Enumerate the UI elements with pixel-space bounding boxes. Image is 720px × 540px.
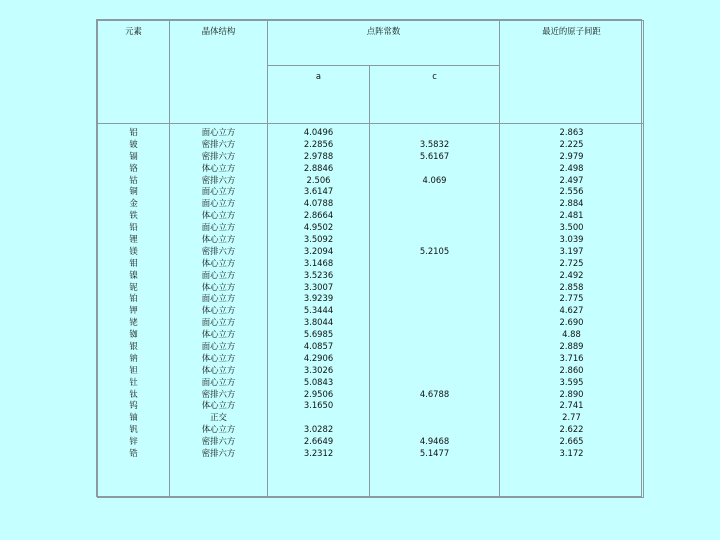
table-cell-structure: 体心立方 <box>201 352 236 363</box>
table-cell-c <box>370 412 499 424</box>
table-cell-c <box>370 400 499 412</box>
table-cell-a: 2.9788 <box>303 150 334 161</box>
table-cell-structure: 正交 <box>210 412 227 423</box>
table-cell-d: 2.665 <box>559 436 584 447</box>
table-cell-structure: 体心立方 <box>201 234 236 245</box>
table-cell-structure: 体心立方 <box>201 364 236 375</box>
table-cell-c: 5.1477 <box>419 448 450 459</box>
table-cell-structure: 面心立方 <box>201 127 236 137</box>
table-cell-element: 锌 <box>129 436 138 447</box>
table-cell-d: 4.88 <box>562 329 581 340</box>
table-cell-element: 铝 <box>129 127 138 137</box>
table-cell-c <box>370 222 499 234</box>
table-cell-element: 铜 <box>129 186 138 197</box>
table-cell-element: 钒 <box>129 424 138 435</box>
table-cell-structure: 密排六方 <box>201 448 236 459</box>
table-cell-element: 铁 <box>129 210 138 221</box>
table-cell-d: 2.77 <box>562 412 581 423</box>
table-cell-a: 4.0857 <box>303 341 334 352</box>
table-cell-c <box>370 282 499 294</box>
table-cell-c: 4.6788 <box>419 388 450 399</box>
table-cell-element: 铂 <box>129 293 138 304</box>
table-cell-d: 2.725 <box>559 257 584 268</box>
lattice-constant-table <box>97 20 644 498</box>
table-cell-a: 3.0282 <box>303 424 334 435</box>
table-cell-c <box>370 353 499 365</box>
table-cell-c <box>370 305 499 317</box>
table-cell-a: 3.3026 <box>303 364 334 375</box>
table-cell-element: 钛 <box>129 388 138 399</box>
table-cell-d: 2.497 <box>559 174 584 185</box>
table-cell-a: 4.0496 <box>303 127 334 137</box>
table-cell-d: 2.860 <box>559 364 584 375</box>
table-cell-d: 2.225 <box>559 138 584 149</box>
table-cell-element: 铍 <box>129 138 138 149</box>
table-cell-c: 5.2105 <box>419 245 450 256</box>
column-c <box>370 124 500 498</box>
table-cell-a: 2.6649 <box>303 436 334 447</box>
table-cell-structure: 体心立方 <box>201 281 236 292</box>
header-lattice-constant: 点阵常数 <box>268 21 500 66</box>
table-cell-element: 钾 <box>129 305 138 316</box>
table-cell-structure: 面心立方 <box>201 198 236 209</box>
table-cell-d: 2.622 <box>559 424 584 435</box>
table-cell-a: 3.2312 <box>303 448 334 459</box>
table-cell-c <box>370 424 499 436</box>
table-cell-element: 铌 <box>129 281 138 292</box>
header-nearest-distance: 最近的原子间距 <box>500 21 644 124</box>
table-cell-d: 3.716 <box>559 352 584 363</box>
table-cell-c: 4.9468 <box>419 436 450 447</box>
table-cell-d: 2.556 <box>559 186 584 197</box>
table-cell-d: 2.889 <box>559 341 584 352</box>
table-cell-c <box>370 198 499 210</box>
table-cell-structure: 密排六方 <box>201 436 236 447</box>
table-cell-d: 2.884 <box>559 198 584 209</box>
table-cell-c <box>370 377 499 389</box>
table-cell-structure: 面心立方 <box>201 317 236 328</box>
table-cell-element: 钴 <box>129 174 138 185</box>
table-cell-structure: 面心立方 <box>201 341 236 352</box>
table-cell-element: 金 <box>129 198 138 209</box>
table-cell-c: 4.069 <box>422 174 447 185</box>
table-cell-d: 3.500 <box>559 222 584 233</box>
table-cell-c <box>370 270 499 282</box>
table-cell-structure: 体心立方 <box>201 257 236 268</box>
table-cell-element: 钍 <box>129 376 138 387</box>
table-cell-c <box>370 258 499 270</box>
table-cell-structure: 密排六方 <box>201 174 236 185</box>
table-cell-d: 2.858 <box>559 281 584 292</box>
table-cell-a: 3.1650 <box>303 400 334 411</box>
table-cell-structure: 密排六方 <box>201 138 236 149</box>
table-cell-structure: 面心立方 <box>201 293 236 304</box>
table-cell-structure: 密排六方 <box>201 150 236 161</box>
table-cell-a: 3.8044 <box>303 317 334 328</box>
table-cell-c <box>370 163 499 175</box>
table-cell-d: 2.492 <box>559 269 584 280</box>
column-a <box>268 124 370 498</box>
table-cell-a: 2.8664 <box>303 210 334 221</box>
table-cell-d: 2.863 <box>559 127 584 137</box>
table-cell-c: 5.6167 <box>419 150 450 161</box>
table-cell-element: 钼 <box>129 257 138 268</box>
table-cell-element: 铀 <box>129 412 138 423</box>
table-cell-d: 2.775 <box>559 293 584 304</box>
header-a: a <box>268 66 370 124</box>
table-cell-structure: 体心立方 <box>201 210 236 221</box>
table-cell-d: 3.595 <box>559 376 584 387</box>
table-cell-element: 铷 <box>129 329 138 340</box>
table-cell-structure: 密排六方 <box>201 245 236 256</box>
table-cell-a: 5.0843 <box>303 376 334 387</box>
table-cell-c <box>370 293 499 305</box>
header-c: c <box>370 66 500 124</box>
table-cell-structure: 体心立方 <box>201 305 236 316</box>
table-cell-element: 钨 <box>129 400 138 411</box>
table-cell-d: 2.481 <box>559 210 584 221</box>
table-cell-a: 4.0788 <box>303 198 334 209</box>
table-cell-element: 铬 <box>129 162 138 173</box>
table-cell-a: 3.6147 <box>303 186 334 197</box>
table-cell-structure: 面心立方 <box>201 269 236 280</box>
table-cell-a: 3.5092 <box>303 234 334 245</box>
table-cell-element: 铑 <box>129 317 138 328</box>
header-element: 元素 <box>98 21 170 124</box>
table-cell-c <box>370 210 499 222</box>
table-cell-structure: 面心立方 <box>201 222 236 233</box>
table-cell-a: 3.9239 <box>303 293 334 304</box>
table-cell-a: 2.8846 <box>303 162 334 173</box>
table-cell-element: 铅 <box>129 222 138 233</box>
table-cell-d: 3.197 <box>559 245 584 256</box>
table-cell-structure: 面心立方 <box>201 376 236 387</box>
table-cell-d: 3.039 <box>559 234 584 245</box>
table-cell-a: 5.6985 <box>303 329 334 340</box>
table-cell-c <box>370 127 499 139</box>
column-nearest-distance <box>500 124 644 498</box>
table-cell-structure: 体心立方 <box>201 400 236 411</box>
column-element <box>98 124 170 498</box>
table-cell-a: 2.9506 <box>303 388 334 399</box>
column-structure <box>170 124 268 498</box>
table-cell-d: 3.172 <box>559 448 584 459</box>
table-cell-a: 3.5236 <box>303 269 334 280</box>
table-cell-c <box>370 329 499 341</box>
table-cell-structure: 体心立方 <box>201 162 236 173</box>
table-cell-c <box>370 341 499 353</box>
table-cell-a <box>268 412 369 424</box>
table-cell-a: 5.3444 <box>303 305 334 316</box>
table-cell-d: 2.741 <box>559 400 584 411</box>
table-cell-a: 3.3007 <box>303 281 334 292</box>
table-cell-element: 锂 <box>129 234 138 245</box>
table-cell-a: 4.2906 <box>303 352 334 363</box>
table-cell-element: 锆 <box>129 448 138 459</box>
table-cell-element: 镉 <box>129 150 138 161</box>
header-crystal-structure: 晶体结构 <box>170 21 268 124</box>
table-cell-structure: 体心立方 <box>201 424 236 435</box>
table-cell-structure: 面心立方 <box>201 186 236 197</box>
table-cell-element: 钠 <box>129 352 138 363</box>
table-cell-c <box>370 317 499 329</box>
table-cell-d: 2.890 <box>559 388 584 399</box>
table-cell-structure: 密排六方 <box>201 388 236 399</box>
table-cell-d: 4.627 <box>559 305 584 316</box>
lattice-constant-table-panel <box>96 19 642 497</box>
table-cell-a: 2.506 <box>306 174 331 185</box>
table-cell-a: 2.2856 <box>303 138 334 149</box>
table-cell-d: 2.498 <box>559 162 584 173</box>
table-cell-c <box>370 234 499 246</box>
table-cell-a: 3.1468 <box>303 257 334 268</box>
table-cell-structure: 体心立方 <box>201 329 236 340</box>
table-cell-a: 4.9502 <box>303 222 334 233</box>
table-cell-d: 2.979 <box>559 150 584 161</box>
table-cell-c <box>370 365 499 377</box>
table-cell-element: 镁 <box>129 245 138 256</box>
table-cell-c <box>370 186 499 198</box>
table-cell-element: 银 <box>129 341 138 352</box>
table-cell-c: 3.5832 <box>419 138 450 149</box>
table-cell-element: 镍 <box>129 269 138 280</box>
table-cell-a: 3.2094 <box>303 245 334 256</box>
table-cell-d: 2.690 <box>559 317 584 328</box>
table-cell-element: 钽 <box>129 364 138 375</box>
